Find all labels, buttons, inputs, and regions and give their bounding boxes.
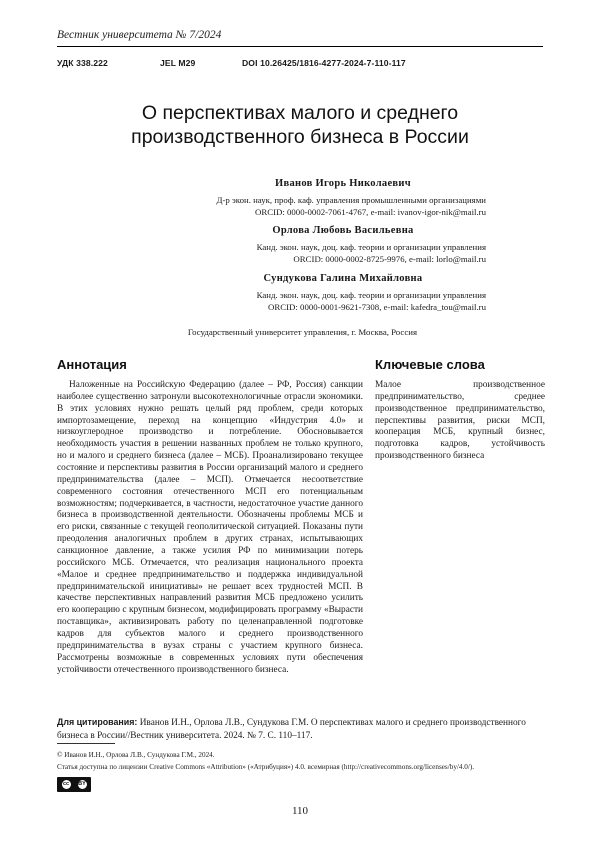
keywords-body: Малое производственное предпринимательство, среднее производственное предпринимательство, перспективы развития, риски МСП, кооперация МСБ, крупный бизнес, подготовка кадров, устойчивость производственного бизнеса [375,380,545,462]
author-3 [60,273,546,313]
title-line-1: О перспективах малого и среднего [141,102,459,124]
abstract-heading: Аннотация [57,357,127,372]
author-position: Канд. экон. наук, доц. каф. теории и организации управления [256,290,486,300]
author-position: Д-р экон. наук, проф. каф. управления промышленными организациями [216,195,486,205]
license-note: Статья доступна по лицензии Creative Commons «Attribution» («Атрибуция») 4.0. всемирная (http://creativecommons.org/licenses/by/4.0/). [57,763,475,771]
abstract-paragraph: Наложенные на Российскую Федерацию (далее – РФ, Россия) санкции наиболее существенно затронули высокотехнологичные отрасли экономики. В этих условиях нужно решать целый ряд проблем, среди которых импортозамещение, переход на концепцию «Индустрия 4.0» и низкоуглеродное производство и потребление. Обосновывается необходимость участия в решении названных проблем не только крупного, но и малого и среднего бизнеса (далее – МСБ). Проанализировано текущее состояние и перспективы развития в России организаций малого и среднего предпринимательства (далее – МСП). Отмечается несоответствие современного состояния отечественного МСП его потенциальным возможностям; подчеркивается, в частности, недостаточное участие данного бизнеса в производственной деятельности. Обозначены проблемы МСБ и его риски, связанные с текущей геополитической ситуацией. Показаны пути преодоления аналогичных проблем в других странах, испытывающих санкционное давление, а также усилия РФ по минимизации потерь российского МСБ. Отмечается, что реализация национального проекта «Малое и среднее предпринимательство и поддержка индивидуальной предпринимательской инициативы» не решает всех трудностей МСП. В качестве перспективных направлений развития МСБ предложено усилить его кооперацию с крупным бизнесом, модифицировать программу «Вырасти поставщика», активизировать работу по целенаправленной подготовке кадров для субъектов малого и среднего производственного предпринимательства в вузах страны с участием крупного бизнеса. Рассмотрены возможные в современных условиях пути обеспечения устойчивости отечественного производственного бизнеса. [57,380,363,675]
author-2 [60,225,546,265]
udk-code: УДК 338.222 [57,58,108,68]
keywords-heading: Ключевые слова [375,357,485,372]
author-orcid: ORCID: 0000-0001-9621-7308, e-mail: kafedra_tou@mail.ru [268,301,486,312]
citation [57,716,543,742]
by-logo: BY [78,780,87,789]
affiliation: Государственный университет управления, г. Москва, Россия [187,327,417,337]
author-position: Канд. экон. наук, доц. каф. теории и организации управления [256,242,486,252]
citation-label: Для цитирования: [57,717,138,727]
jel-code: JEL M29 [160,58,196,68]
journal-running-head: Вестник университета № 7/2024 [57,29,222,41]
author-orcid: ORCID: 0000-0002-8725-9976, e-mail: lorlo@mail.ru [293,253,486,264]
author-name: Сундукова Галина Михайловна [263,273,423,284]
doi: DOI 10.26425/1816-4277-2024-7-110-117 [242,58,406,68]
footnote-rule [57,743,115,744]
cc-logo: cc [62,780,71,789]
title-line-2: производственного бизнеса в России [131,126,469,148]
author-name: Иванов Игорь Николаевич [275,178,411,189]
header-rule [57,46,543,47]
copyright-note: © Иванов И.Н., Орлова Л.В., Сундукова Г.М., 2024. [57,751,215,759]
page-number: 110 [291,805,309,817]
author-1 [60,178,546,218]
article-title [57,101,543,149]
author-orcid: ORCID: 0000-0002-7061-4767, e-mail: ivanov-igor-nik@mail.ru [255,206,486,217]
author-name: Орлова Любовь Васильевна [272,225,414,236]
abstract-body [57,380,363,676]
citation-text: Иванов И.Н., Орлова Л.В., Сундукова Г.М. О перспективах малого и среднего производственного бизнеса в России//Вестник университета. 2024. № 7. С. 110–117. [57,718,526,741]
creative-commons-by-icon[interactable] [57,777,91,792]
